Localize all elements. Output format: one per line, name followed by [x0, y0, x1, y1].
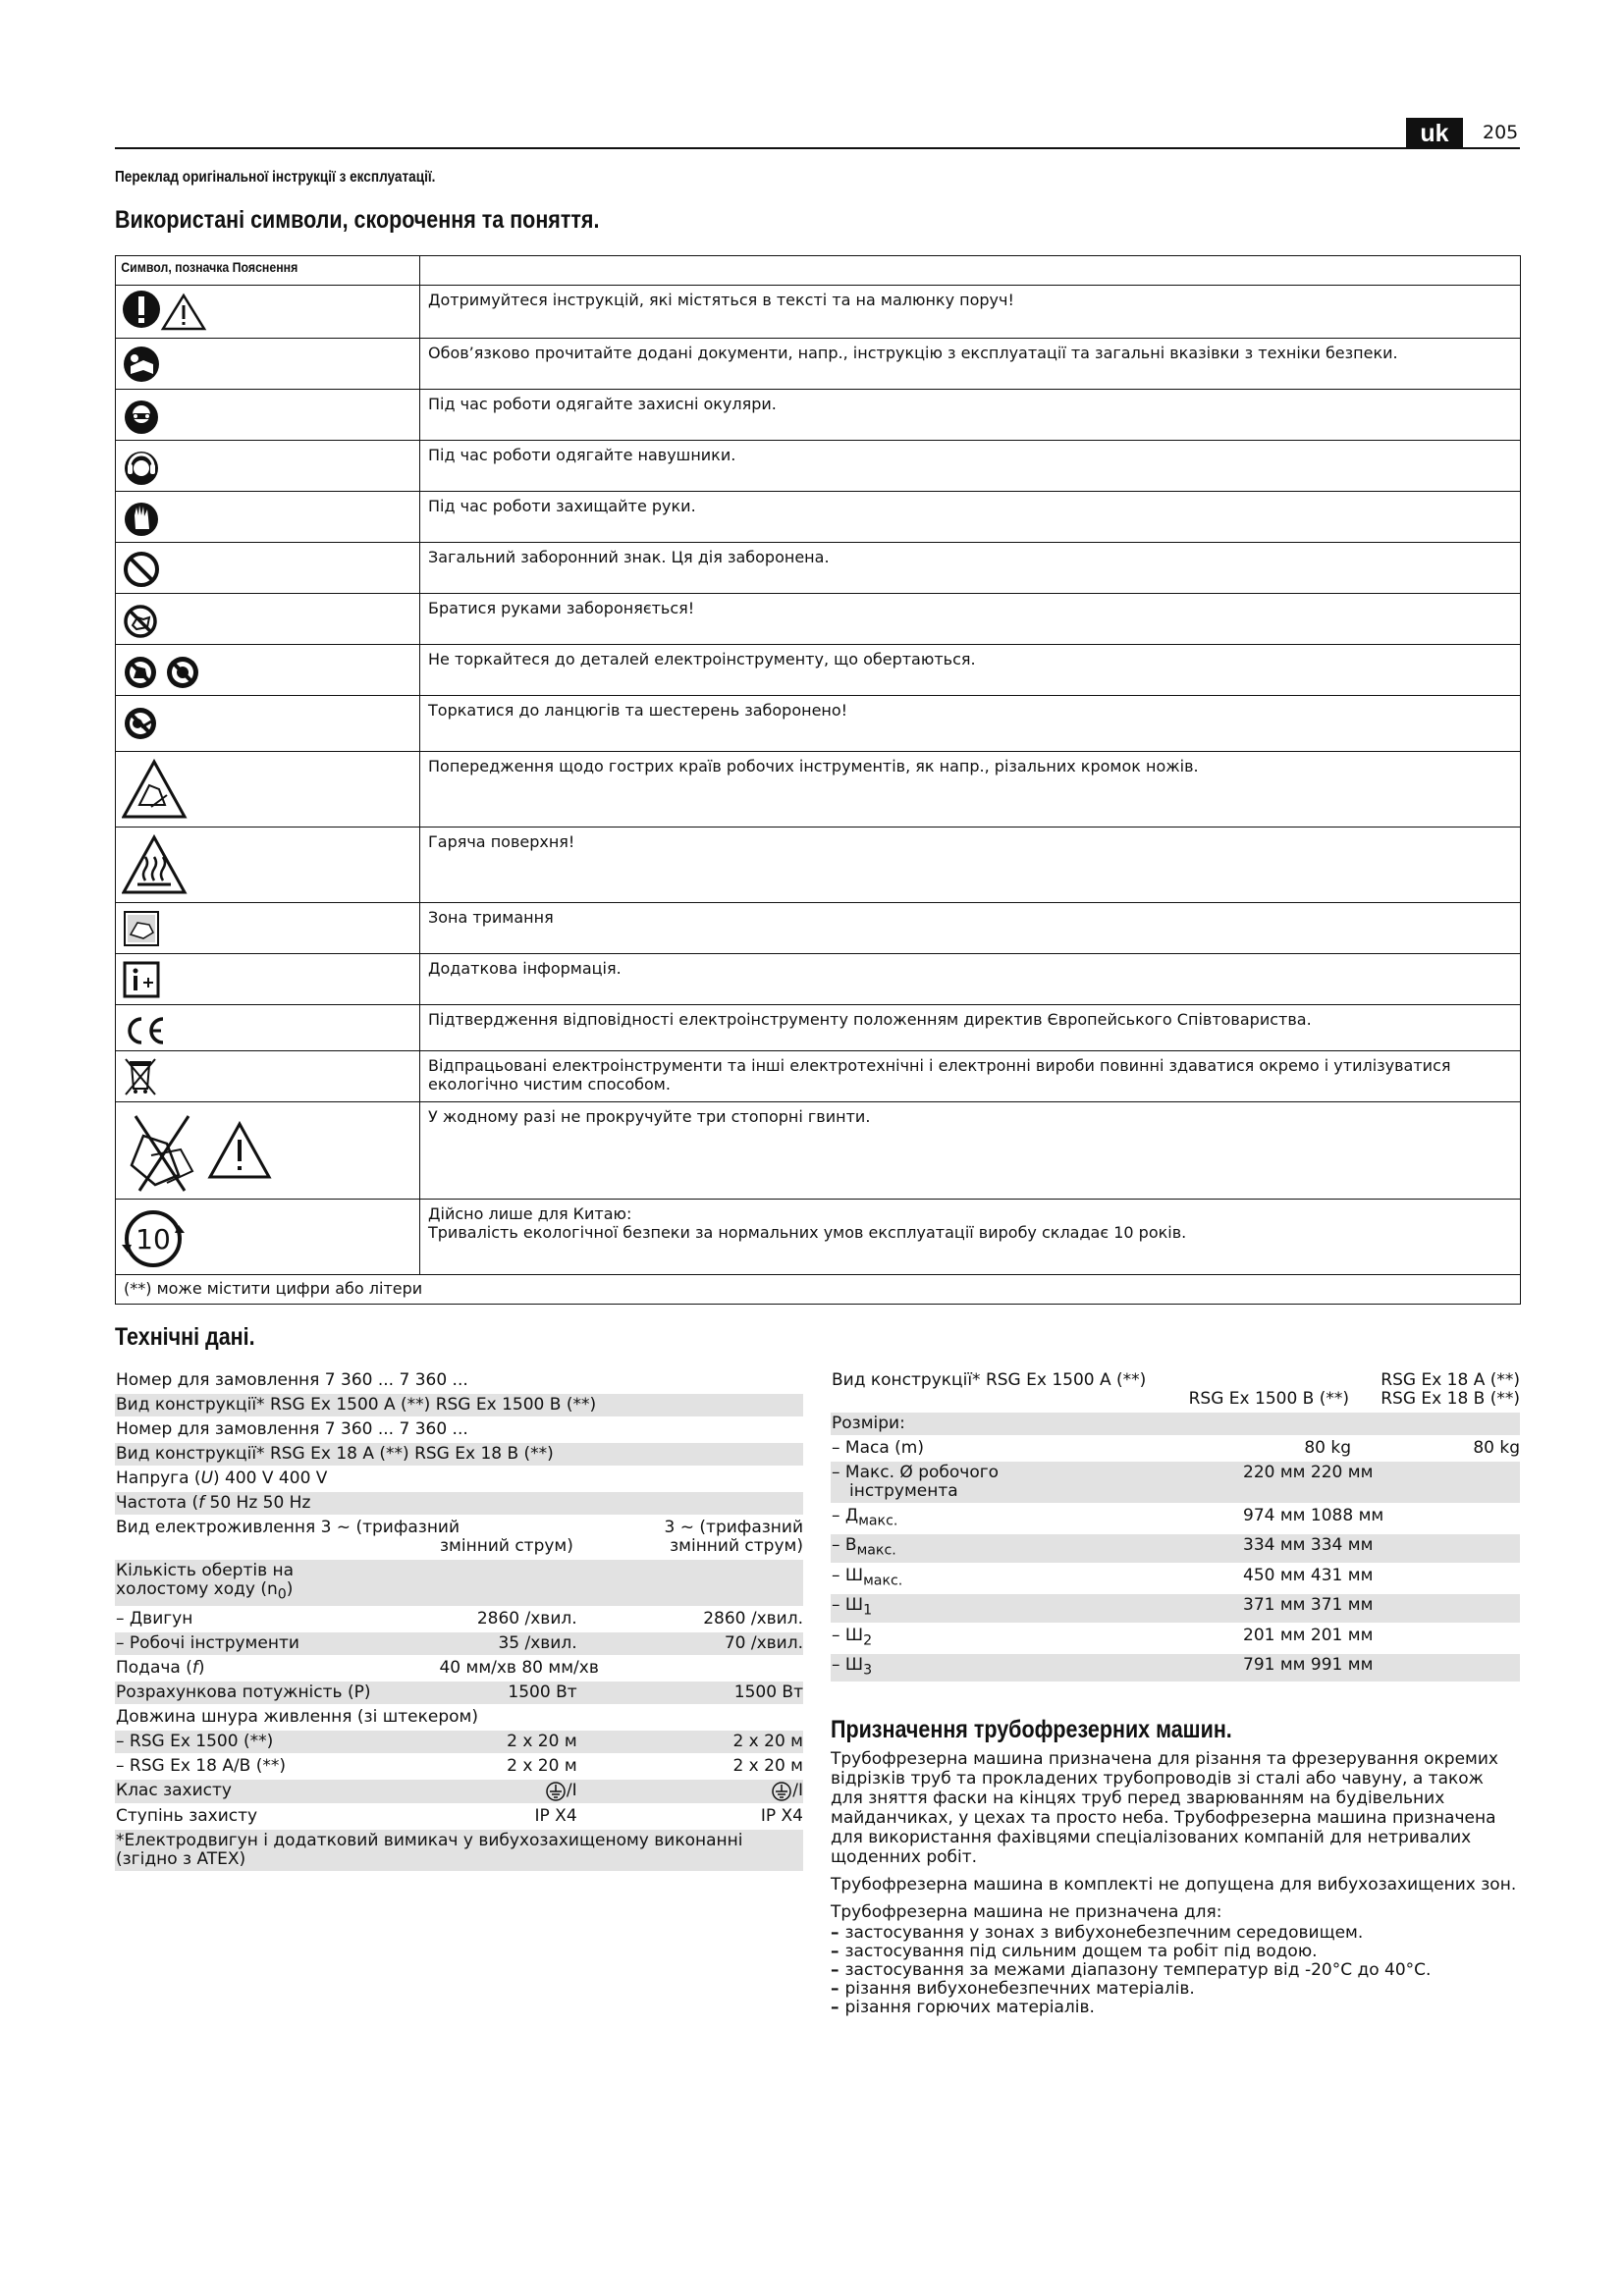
weee-bin-icon	[122, 1055, 165, 1098]
spec-value: 974 мм 1088 мм	[1243, 1506, 1384, 1525]
purpose-exclusions-list	[831, 1924, 1520, 2017]
symbol-description: Підтвердження відповідності електроінструменту положенням директив Європейського Співтовариства.	[420, 1005, 1521, 1051]
table-row	[115, 1804, 803, 1829]
table-row	[116, 752, 1521, 828]
table-row	[115, 1368, 803, 1393]
purpose-paragraph-1: Трубофрезерна машина призначена для різання та фрезерування окремих відрізків труб та прокладених трубопроводів зі сталі або чавуну, а також для зняття фаски на кінцях труб перед зварюванням на будівельних майданчиках, у цехах та просто неба. Трубофрезерна машина призначена для використання фахівцями спеціалізованих компаній для нетривалих щоденних робіт.	[831, 1749, 1498, 1867]
spec-width-max: – $Ш_{макс.}$	[832, 1565, 903, 1589]
table-row	[831, 1593, 1520, 1623]
table-row	[116, 954, 1521, 1005]
table-row	[116, 1051, 1521, 1102]
table-row	[115, 1631, 803, 1656]
spec-width-3: – $Ш_3$	[831, 1653, 1243, 1682]
spec-atex-note: *Електродвигун і додатковий вимикач у вибухозахищеному виконанні (згідно з ATEX)	[115, 1829, 803, 1871]
table-row	[115, 1730, 803, 1754]
table-row	[831, 1564, 1520, 1593]
symbol-description: Не торкайтеся до деталей електроінструменту, що обертаються.	[420, 645, 1521, 696]
prohibition-icon	[122, 547, 165, 590]
symbols-footnote: (**) може містити цифри або літери	[116, 1275, 1521, 1305]
language-badge: uk	[1406, 118, 1463, 149]
purpose-paragraph-3: Трубофрезерна машина не призначена для:	[831, 1902, 1222, 1922]
spec-value: 2 x 20 м	[732, 1756, 803, 1777]
spec-rated-power: Розрахункова потужність (P)	[115, 1681, 439, 1705]
read-manual-icon	[122, 343, 165, 386]
spec-value: 450 мм 431 мм	[1243, 1565, 1374, 1585]
symbol-description: Торкатися до ланцюгів та шестерень заборонено!	[420, 696, 1521, 752]
ear-protection-icon	[122, 445, 165, 488]
table-row	[831, 1368, 1520, 1412]
document-subtitle: Переклад оригінальної інструкції з експлуатації.	[115, 169, 436, 186]
spec-value: 70 /хвил.	[577, 1631, 803, 1656]
table-row	[115, 1681, 803, 1705]
table-row	[115, 1656, 803, 1681]
page-number: 205	[1483, 122, 1519, 143]
spec-frequency: Частота (f 50 Hz 50 Hz	[115, 1491, 803, 1516]
grip-zone-icon	[122, 907, 165, 950]
symbol-description: Зона тримання	[420, 903, 1521, 954]
header-cell-empty	[420, 256, 1521, 286]
table-row	[115, 1779, 803, 1804]
no-chain-gear-icon	[122, 700, 165, 743]
section-title-tech: Технічні дані.	[115, 1323, 255, 1351]
spec-max-tool-diameter: – Макс. Ø робочого інструмента	[831, 1461, 1243, 1504]
table-row	[831, 1436, 1520, 1461]
spec-value: 1500 Вт	[577, 1681, 803, 1705]
table-row	[116, 828, 1521, 903]
table-row	[831, 1624, 1520, 1653]
info-icon	[122, 958, 165, 1001]
list-item: – застосування у зонах з вибухонебезпечним середовищем.	[831, 1924, 1520, 1943]
list-item: – різання вибухонебезпечних матеріалів.	[831, 1980, 1520, 1999]
table-row	[115, 1829, 803, 1871]
china-note-line1: Дійсно лише для Китаю:	[428, 1204, 632, 1223]
spec-cord-1500: – RSG Ex 1500 (**)	[115, 1730, 439, 1754]
spec-order-number-2: Номер для замовлення 7 360 ... 7 360 ...	[116, 1419, 468, 1439]
symbol-description: Під час роботи захищайте руки.	[420, 492, 1521, 543]
table-row	[831, 1412, 1520, 1436]
symbol-description: Братися руками забороняється!	[420, 594, 1521, 645]
spec-model-type: Вид конструкції* RSG Ex 1500 A (**) RSG Ex 1500 B (**)	[832, 1370, 1350, 1409]
symbol-description: Відпрацьовані електроінструменти та інші електротехнічні і електронні вироби повинні здаватися окремо і утилізуватися екологічно чистим способом.	[420, 1051, 1521, 1102]
spec-idle-speed: Кількість обертів на холостому ходу $(n_0)$	[115, 1559, 803, 1607]
table-row	[116, 645, 1521, 696]
spec-value: 1500 Вт	[439, 1681, 576, 1705]
spec-table-left	[115, 1367, 803, 1871]
spec-width-2: – $Ш_2$	[832, 1625, 873, 1648]
header-cell-symbol: Символ, позначка Пояснення	[116, 256, 420, 286]
section-title-purpose: Призначення трубофрезерних машин.	[831, 1716, 1232, 1743]
spec-value: /I	[439, 1779, 576, 1804]
table-row	[116, 1102, 1521, 1200]
spec-height-max: – $В_{макс.}$	[831, 1533, 1243, 1563]
spec-value: IP X4	[760, 1806, 803, 1827]
symbol-description: Під час роботи одягайте захисні окуляри.	[420, 390, 1521, 441]
table-row	[116, 1200, 1521, 1275]
spec-value: /I	[577, 1779, 803, 1804]
table-row	[115, 1516, 803, 1559]
symbols-table-header	[116, 256, 1521, 286]
spec-order-number-1: Номер для замовлення 7 360 ... 7 360 ...	[116, 1370, 468, 1390]
china-10-years-label: 10	[135, 1223, 171, 1255]
spec-protection-class: Клас захисту	[115, 1779, 439, 1804]
symbol-description: Додаткова інформація.	[420, 954, 1521, 1005]
no-touch-icon	[122, 598, 165, 641]
spec-length-max: – $Д_{макс.}$	[832, 1506, 898, 1529]
list-item: – застосування за межами діапазону температур від -20°C до 40°C.	[831, 1961, 1520, 1980]
spec-value: IP X4	[534, 1806, 577, 1827]
spec-value: 80 kg	[1473, 1438, 1521, 1458]
table-row	[115, 1442, 803, 1467]
china-10-years-icon	[122, 1203, 190, 1272]
symbol-description: Під час роботи одягайте навушники.	[420, 441, 1521, 492]
table-row	[831, 1461, 1520, 1504]
spec-cord-length: Довжина шнура живлення (зі штекером)	[116, 1707, 479, 1728]
symbol-description: Загальний заборонний знак. Ця дія заборонена.	[420, 543, 1521, 594]
spec-motor: – Двигун	[116, 1609, 193, 1629]
table-row	[831, 1533, 1520, 1563]
spec-value: 2 x 20 м	[439, 1730, 576, 1754]
spec-value: 2 x 20 м	[577, 1730, 803, 1754]
spec-value: 40 мм/хв 80 мм/хв	[439, 1658, 599, 1679]
china-note-line2: Тривалість екологічної безпеки за нормальних умов експлуатації виробу складає 10 років.	[428, 1223, 1187, 1242]
symbols-table	[115, 255, 1521, 1305]
section-title-symbols: Використані символи, скорочення та поняття.	[115, 206, 600, 234]
spec-tools: – Робочі інструменти	[115, 1631, 439, 1656]
spec-feed: Подача (f)	[116, 1658, 205, 1679]
header-divider	[115, 147, 1520, 149]
warning-exclamation-icon	[122, 290, 220, 335]
table-row	[115, 1491, 803, 1516]
hot-surface-icon	[122, 831, 190, 900]
hand-protection-icon	[122, 496, 165, 539]
table-row	[115, 1607, 803, 1631]
spec-power-supply: Вид електроживлення 3 ~ (трифазний змінний струм)	[116, 1518, 573, 1556]
purpose-text	[831, 1749, 1520, 2017]
spec-cord-18: – RSG Ex 18 A/B (**)	[116, 1756, 287, 1777]
spec-value: 201 мм 201 мм	[1243, 1625, 1374, 1645]
table-row	[115, 1754, 803, 1779]
symbol-description: Гаряча поверхня!	[420, 828, 1521, 903]
spec-model-type-2: Вид конструкції* RSG Ex 18 A (**) RSG Ex 18 B (**)	[115, 1442, 803, 1467]
protective-earth-icon	[545, 1782, 567, 1801]
list-item: – різання горючих матеріалів.	[831, 1999, 1520, 2017]
spec-power-supply-b: 3 ~ (трифазний змінний струм)	[664, 1518, 803, 1556]
table-row	[831, 1504, 1520, 1533]
spec-model-type-1: Вид конструкції* RSG Ex 1500 A (**) RSG Ex 1500 B (**)	[115, 1393, 803, 1417]
safety-goggles-icon	[122, 394, 165, 437]
table-row	[116, 286, 1521, 339]
symbol-description: Попередження щодо гострих країв робочих інструментів, як напр., різальних кромок ножів.	[420, 752, 1521, 828]
spec-voltage: Напруга (U) 400 V 400 V	[116, 1468, 328, 1488]
table-row	[116, 696, 1521, 752]
table-row	[116, 441, 1521, 492]
symbol-description: Обов’язково прочитайте додані документи, напр., інструкцію з експлуатації та загальні вказівки з техніки безпеки.	[420, 339, 1521, 390]
spec-dimensions: Розміри:	[831, 1412, 1520, 1436]
spec-value: 220 мм 220 мм	[1243, 1461, 1520, 1504]
spec-value: 334 мм 334 мм	[1243, 1533, 1520, 1563]
spec-model-type-b: RSG Ex 18 A (**) RSG Ex 18 B (**)	[1380, 1370, 1521, 1409]
table-row	[115, 1417, 803, 1442]
table-row	[116, 1005, 1521, 1051]
table-row	[116, 390, 1521, 441]
spec-value: 791 мм 991 мм	[1243, 1653, 1520, 1682]
protective-earth-icon	[771, 1782, 792, 1801]
symbol-description: У жодному разі не прокручуйте три стопорні гвинти.	[420, 1102, 1521, 1200]
spec-table-right	[831, 1367, 1520, 1682]
table-row	[115, 1705, 803, 1730]
spec-mass: – Маса (m)	[832, 1438, 924, 1458]
table-row	[115, 1467, 803, 1491]
no-rotating-parts-icon	[122, 649, 216, 692]
symbol-description: Дотримуйтеся інструкцій, які містяться в тексті та на малюнку поруч!	[420, 286, 1521, 339]
table-row	[116, 903, 1521, 954]
no-screws-warning-icon	[122, 1106, 298, 1195]
spec-value: 2 x 20 м	[507, 1756, 577, 1777]
table-row	[115, 1393, 803, 1417]
table-row	[115, 1559, 803, 1607]
table-row	[831, 1653, 1520, 1682]
table-footnote-row	[116, 1275, 1521, 1305]
spec-value: 2860 /хвил.	[703, 1609, 803, 1629]
purpose-paragraph-2: Трубофрезерна машина в комплекті не допущена для вибухозахищених зон.	[831, 1875, 1517, 1895]
spec-value: 35 /хвил.	[439, 1631, 576, 1656]
sharp-edges-warning-icon	[122, 756, 190, 825]
spec-value: 2860 /хвил.	[476, 1609, 577, 1629]
spec-width-1: – $Ш_1$	[831, 1593, 1243, 1623]
list-item: – застосування під сильним дощем та робіт під водою.	[831, 1943, 1520, 1961]
table-row	[116, 594, 1521, 645]
ce-mark-icon	[122, 1009, 171, 1048]
table-row	[116, 339, 1521, 390]
symbol-description	[420, 1200, 1521, 1275]
spec-value: 371 мм 371 мм	[1243, 1593, 1520, 1623]
table-row	[116, 543, 1521, 594]
table-row	[116, 492, 1521, 543]
spec-ip-rating: Ступінь захисту	[116, 1806, 258, 1827]
spec-value: 80 kg	[1304, 1438, 1352, 1458]
